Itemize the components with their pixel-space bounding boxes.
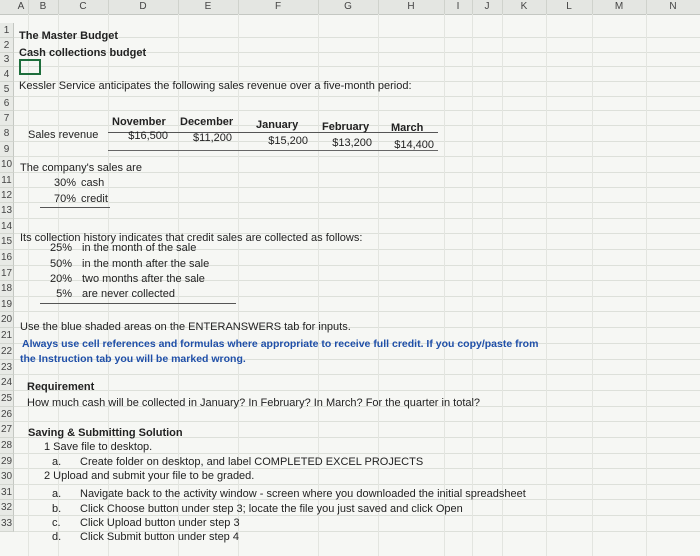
row-gridline xyxy=(14,110,700,111)
credit-label[interactable]: credit xyxy=(81,193,108,205)
column-header-l[interactable]: L xyxy=(546,0,593,14)
row-gridline xyxy=(14,311,700,312)
saving-step-1[interactable]: 1 Save file to desktop. xyxy=(44,441,153,453)
column-header-c[interactable]: C xyxy=(58,0,109,14)
collection-label-2[interactable]: in the month after the sale xyxy=(82,258,210,270)
saving-step-2[interactable]: 2 Upload and submit your file to be graded. xyxy=(44,470,255,482)
row-gridline xyxy=(14,156,700,157)
sales-mix-underline xyxy=(40,192,110,208)
row-gridline xyxy=(14,96,700,97)
column-header-f[interactable]: F xyxy=(238,0,319,14)
month-header-november[interactable]: November xyxy=(112,116,166,128)
row-gridline xyxy=(14,421,700,422)
table-bottom-border xyxy=(108,132,438,151)
substep-a-text[interactable]: Navigate back to the activity window - screen where you downloaded the initial spreadsheet xyxy=(80,488,526,500)
column-header-h[interactable]: H xyxy=(378,0,445,14)
column-gridline xyxy=(472,14,473,556)
page-title[interactable]: The Master Budget xyxy=(19,30,119,42)
saving-heading[interactable]: Saving & Submitting Solution xyxy=(28,427,183,439)
requirement-label[interactable]: Requirement xyxy=(27,381,95,393)
column-header-b[interactable]: B xyxy=(28,0,59,14)
substep-a-letter[interactable]: a. xyxy=(52,488,62,500)
sales-revenue-label[interactable]: Sales revenue xyxy=(28,129,99,141)
collection-heading[interactable]: Its collection history indicates that credit sales are collected as follows: xyxy=(20,232,363,244)
instruction-inputs[interactable]: Use the blue shaded areas on the ENTERANSWERS tab for inputs. xyxy=(20,321,351,333)
column-header-m[interactable]: M xyxy=(592,0,647,14)
column-header-g[interactable]: G xyxy=(318,0,379,14)
row-header-15[interactable]: 15 xyxy=(0,234,14,250)
sales-value-december[interactable]: $11,200 xyxy=(193,132,232,144)
row-header-13[interactable]: 13 xyxy=(0,203,14,219)
substep-b-letter[interactable]: b. xyxy=(52,503,62,515)
column-gridline xyxy=(318,14,319,556)
month-header-march[interactable]: March xyxy=(391,122,424,134)
active-cell-selection[interactable] xyxy=(19,59,41,75)
row-header-25[interactable]: 25 xyxy=(0,391,14,407)
column-gridline xyxy=(646,14,647,556)
column-header-k[interactable]: K xyxy=(502,0,547,14)
row-header-4[interactable]: 4 xyxy=(0,67,14,82)
row-header-1[interactable]: 1 xyxy=(0,23,14,38)
collection-label-4[interactable]: are never collected xyxy=(82,288,175,300)
column-header-bar xyxy=(0,0,700,15)
instruction-warning-line1[interactable]: Always use cell references and formulas where appropriate to receive full credit. If you copy/paste from xyxy=(22,338,539,350)
row-header-26[interactable]: 26 xyxy=(0,409,13,420)
column-gridline xyxy=(546,14,547,556)
collection-pct-4[interactable]: 5% xyxy=(56,288,72,300)
row-gridline xyxy=(14,468,700,469)
row-header-33[interactable]: 33 xyxy=(0,516,14,532)
row-header-16[interactable]: 16 xyxy=(0,250,14,266)
sales-value-november[interactable]: $16,500 xyxy=(128,130,168,142)
column-gridline xyxy=(592,14,593,556)
row-gridline xyxy=(14,390,700,391)
row-gridline xyxy=(14,515,700,516)
substep-d-text[interactable]: Click Submit button under step 4 xyxy=(80,531,239,543)
requirement-text[interactable]: How much cash will be collected in January? In February? In March? For the quarter in total? xyxy=(27,397,481,409)
row-header-21[interactable]: 21 xyxy=(0,328,14,344)
row-gridline xyxy=(14,484,700,485)
row-gridline xyxy=(14,374,700,375)
month-header-december[interactable]: December xyxy=(180,116,234,128)
page-subtitle[interactable]: Cash collections budget xyxy=(19,47,147,59)
row-header-5[interactable]: 5 xyxy=(0,82,14,97)
row-gridline xyxy=(14,66,700,67)
collection-label-3[interactable]: two months after the sale xyxy=(82,273,205,285)
column-header-e[interactable]: E xyxy=(178,0,239,14)
row-header-22[interactable]: 22 xyxy=(0,344,14,360)
column-header-j[interactable]: J xyxy=(472,0,503,14)
column-header-d[interactable]: D xyxy=(108,0,179,14)
collection-label-1[interactable]: in the month of the sale xyxy=(82,242,197,254)
row-header-27[interactable]: 27 xyxy=(0,422,14,438)
row-header-17[interactable]: 17 xyxy=(0,268,13,279)
sales-value-january[interactable]: $15,200 xyxy=(268,135,308,147)
column-gridline xyxy=(502,14,503,556)
row-gridline xyxy=(14,187,700,188)
column-header-i[interactable]: I xyxy=(444,0,473,14)
row-header-30[interactable]: 30 xyxy=(0,469,14,485)
sales-mix-heading[interactable]: The company's sales are xyxy=(20,162,142,174)
sales-value-february[interactable]: $13,200 xyxy=(332,137,372,149)
instruction-warning-line2[interactable]: the Instruction tab you will be marked wrong. xyxy=(20,353,246,365)
row-header-28[interactable]: 28 xyxy=(0,438,14,454)
collection-pct-3[interactable]: 20% xyxy=(49,273,72,285)
collection-underline xyxy=(40,288,236,304)
row-gridline xyxy=(14,202,700,203)
row-header-31[interactable]: 31 xyxy=(0,487,13,498)
row-header-20[interactable]: 20 xyxy=(0,312,14,328)
row-header-8[interactable]: 8 xyxy=(0,126,14,142)
column-header-a[interactable]: A xyxy=(14,0,29,14)
saving-step-1a-letter[interactable]: a. xyxy=(52,456,62,468)
substep-c-text[interactable]: Click Upload button under step 3 xyxy=(80,517,240,529)
collection-pct-1[interactable]: 25% xyxy=(49,242,72,254)
row-header-2[interactable]: 2 xyxy=(0,38,14,53)
column-gridline xyxy=(28,14,29,556)
row-header-7[interactable]: 7 xyxy=(0,111,14,126)
row-header-6[interactable]: 6 xyxy=(0,97,14,111)
row-gridline xyxy=(14,453,700,454)
saving-step-1a[interactable]: Create folder on desktop, and label COMPLETED EXCEL PROJECTS xyxy=(80,456,424,468)
column-gridline xyxy=(444,14,445,556)
month-header-january[interactable]: January xyxy=(256,119,299,131)
row-header-32[interactable]: 32 xyxy=(0,500,14,516)
column-header-n[interactable]: N xyxy=(646,0,700,14)
row-header-14[interactable]: 14 xyxy=(0,221,13,232)
intro-text[interactable]: Kessler Service anticipates the following sales revenue over a five-month period: xyxy=(19,80,412,92)
row-header-11[interactable]: 11 xyxy=(0,173,14,188)
row-header-24[interactable]: 24 xyxy=(0,375,14,391)
credit-percent[interactable]: 70% xyxy=(53,193,76,205)
cash-label[interactable]: cash xyxy=(81,177,105,189)
substep-c-letter[interactable]: c. xyxy=(52,517,61,529)
cash-percent[interactable]: 30% xyxy=(53,177,76,189)
row-gridline xyxy=(14,218,700,219)
month-header-february[interactable]: February xyxy=(322,121,370,133)
row-header-29[interactable]: 29 xyxy=(0,456,13,467)
row-header-12[interactable]: 12 xyxy=(0,190,13,201)
row-header-3[interactable]: 3 xyxy=(0,53,14,67)
row-header-18[interactable]: 18 xyxy=(0,281,14,297)
column-gridline xyxy=(378,14,379,556)
sales-value-march[interactable]: $14,400 xyxy=(394,139,434,151)
row-header-19[interactable]: 19 xyxy=(0,299,13,310)
row-header-9[interactable]: 9 xyxy=(0,142,14,157)
substep-d-letter[interactable]: d. xyxy=(52,531,62,543)
collection-pct-2[interactable]: 50% xyxy=(49,258,72,270)
row-header-10[interactable]: 10 xyxy=(0,157,14,173)
row-header-23[interactable]: 23 xyxy=(0,362,13,373)
substep-b-text[interactable]: Click Choose button under step 3; locate the file you just saved and click Open xyxy=(80,503,463,515)
